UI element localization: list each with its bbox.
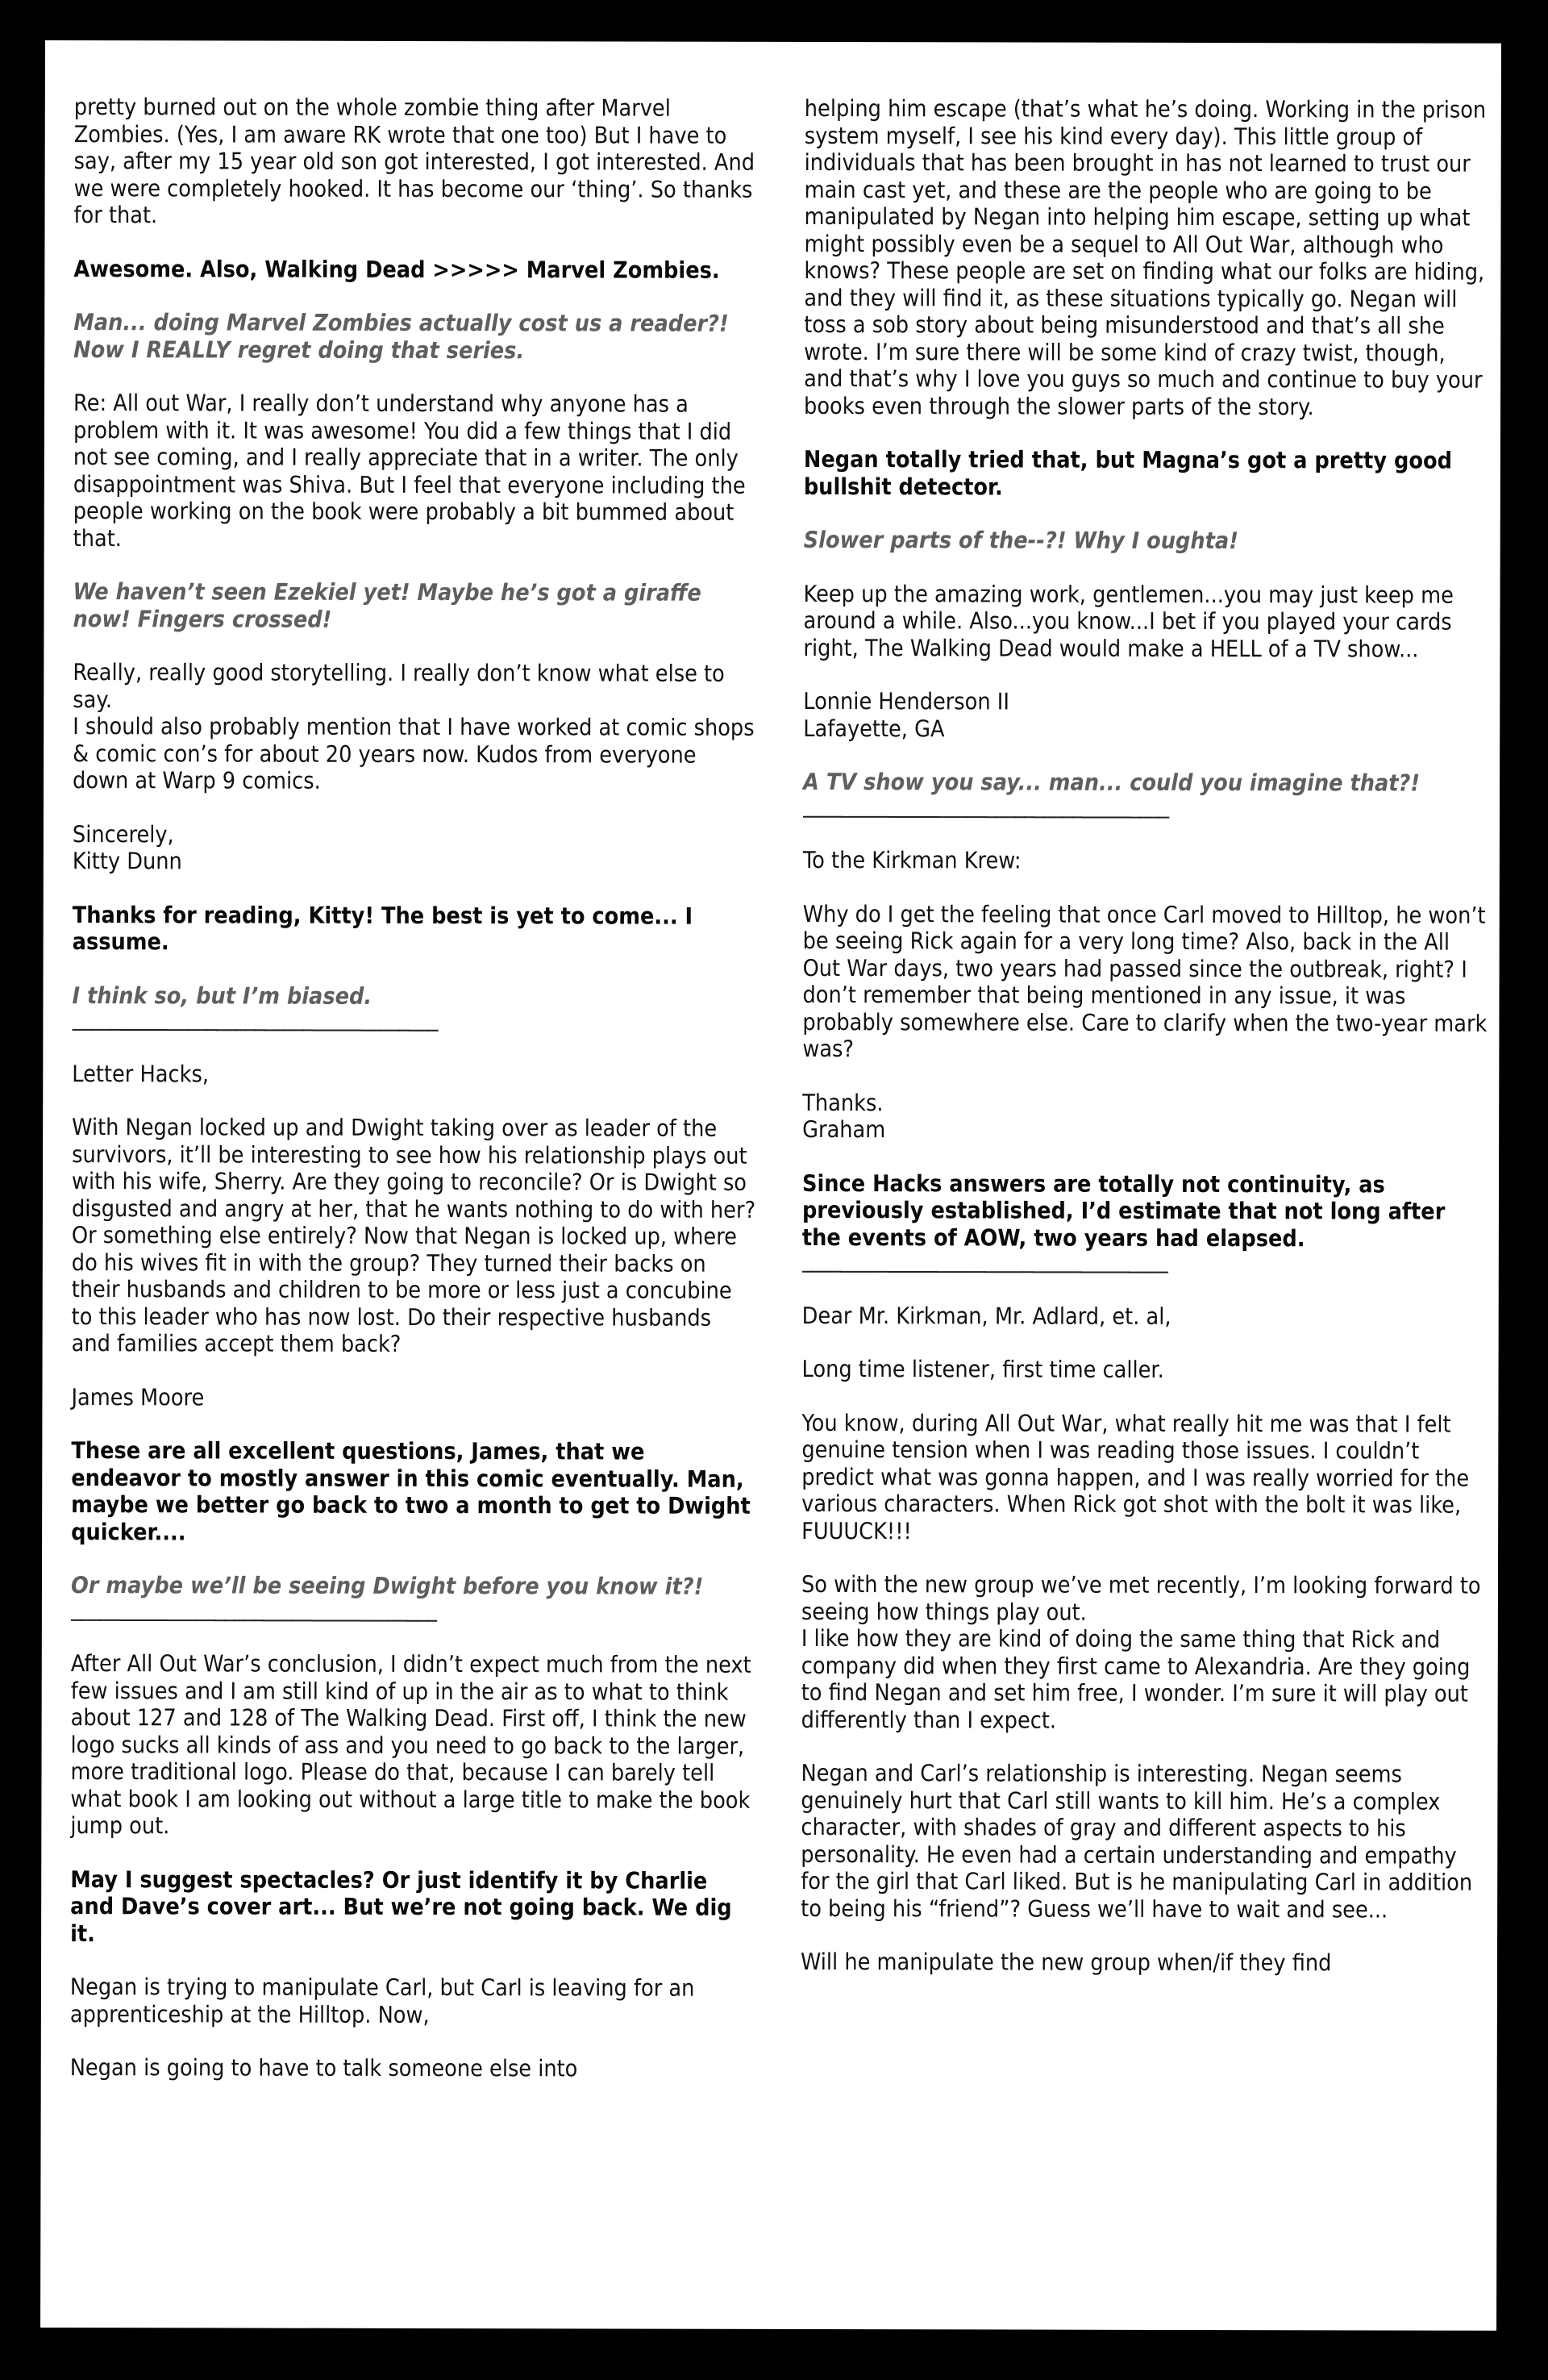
letters-page bbox=[40, 40, 1501, 2331]
letter-body: helping him escape (that’s what he’s doing. Working in the prison system myself, I see his kind every day). This little group of individuals that has been brought in has not learned to trust our main cast yet, and these are the people who are going to be manipulated by Negan into helping him escape, setting up what might possibly even be a sequel to All Out War, although who knows? These people are set on finding what our folks are hiding, and they will find it, as these situations typically go. Negan will toss a sob story about being misunderstood and that’s all she wrote. I’m sure there will be some kind of crazy twist, though, and that’s why I love you guys so much and continue to buy your books even through the slower parts of the story. bbox=[804, 94, 1487, 420]
letter-salutation: To the Kirkman Krew: bbox=[802, 846, 1022, 874]
artist-reply: A TV show you say... man... could you imagine that?! bbox=[803, 768, 1421, 797]
letter-body: Keep up the amazing work, gentlemen...you may just keep me around a while. Also...you know...I bet if you played your cards right, The Walking Dead would make a HELL of a TV show... bbox=[803, 580, 1454, 663]
letter-body: Negan is going to have to talk someone else into bbox=[69, 2054, 578, 2082]
editor-reply: These are all excellent questions, James, that we endeavor to mostly answer in this comic eventually. Man, maybe we better go back to two a month to get to Dwight quicker.... bbox=[71, 1437, 751, 1545]
editor-reply: May I suggest spectacles? Or just identify it by Charlie and Dave’s cover art... But we’re not going back. We dig it. bbox=[70, 1865, 732, 1947]
left-column bbox=[70, 94, 759, 2109]
letter-body: Negan is trying to manipulate Carl, but Carl is leaving for an apprenticeship at the Hilltop. Now, bbox=[69, 1974, 695, 2028]
artist-reply: Slower parts of the--?! Why I oughta! bbox=[803, 526, 1238, 555]
artist-reply: I think so, but I’m biased. bbox=[72, 982, 372, 1010]
letter-body: Negan and Carl’s relationship is interesting. Negan seems genuinely hurt that Carl still wants to kill him. He’s a complex character, with shades of gray and different aspects to his personality. He even had a certain understanding and empathy for the girl that Carl liked. But is he manipulating Carl in addition to being his “friend”? Guess we’ll have to wait and see... bbox=[801, 1759, 1473, 1923]
section-divider: ______________________________________ bbox=[802, 790, 1169, 819]
section-divider: ______________________________________ bbox=[801, 1245, 1168, 1273]
editor-reply: Awesome. Also, Walking Dead >>>>> Marvel Zombies. bbox=[73, 255, 720, 284]
letter-body: Will he manipulate the new group when/if they find bbox=[800, 1948, 1332, 1977]
letter-body: You know, during All Out War, what really hit me was that I felt genuine tension when I was reading those issues. I couldn’t predict what was gonna happen, and I was really worried for the various characters. When Rick got shot with the bolt it was like, FUUUCK!!! bbox=[801, 1409, 1470, 1544]
right-column bbox=[801, 95, 1490, 2003]
editor-reply: Thanks for reading, Kitty! The best is yet to come... I assume. bbox=[72, 901, 693, 956]
letter-body: With Negan locked up and Dwight taking over as leader of the survivors, it’ll be interesting to see how his relationship plays out with his wife, Sherry. Are they going to reconcile? Or is Dwight so disgusted and angry at her, that he wants nothing to do with her? Or something else entirely? Now that Negan is locked up, where do his wives fit in with the group? They turned their backs on their husbands and children to be more or less just a concubine to this leader who has now lost. Do their respective husbands and families accept them back? bbox=[71, 1114, 756, 1357]
section-divider: ______________________________________ bbox=[70, 1594, 437, 1622]
letter-signature: Thanks. Graham bbox=[802, 1089, 886, 1144]
letter-body: Re: All out War, I really don’t understand why anyone has a problem with it. It was awesome! You did a few things that I did not see coming, and I really appreciate that in a writer. The only disappointment was Shiva. But I feel that everyone including the people working on the book were probably a bit bummed about that. bbox=[73, 390, 746, 552]
letter-signature: James Moore bbox=[71, 1383, 205, 1411]
letter-body: pretty burned out on the whole zombie thing after Marvel Zombies. (Yes, I am aware RK wrote that one too) But I have to say, after my 15 year old son got interested, I got interested. And we were completely hooked. It has become our ‘thing’. So thanks for that. bbox=[73, 94, 755, 229]
letter-salutation: Letter Hacks, bbox=[72, 1060, 210, 1087]
letter-body: So with the new group we’ve met recently, I’m looking forward to seeing how things play out. I like how they are kind of doing the same thing that Rick and company did when they first came to Alexandria. Are they going to find Negan and set him free, I wonder. I’m sure it will play out differently than I expect. bbox=[801, 1570, 1481, 1734]
artist-reply: Or maybe we’ll be seeing Dwight before you know it?! bbox=[70, 1572, 704, 1600]
artist-reply: We haven’t seen Ezekiel yet! Maybe he’s got a giraffe now! Fingers crossed! bbox=[73, 578, 701, 633]
letter-body: After All Out War’s conclusion, I didn’t expect much from the next few issues and I am still kind of up in the air as to what to think about 127 and 128 of The Walking Dead. First off, I think the new logo sucks all kinds of ass and you need to go back to the larger, more traditional logo. Please do that, because I can barely tell what book I am looking out without a large title to make the book jump out. bbox=[70, 1650, 751, 1840]
letter-signature: Sincerely, Kitty Dunn bbox=[72, 820, 182, 875]
section-divider: ______________________________________ bbox=[72, 1004, 438, 1032]
editor-reply: Since Hacks answers are totally not continuity, as previously established, I’d estimate that not long after the events of AOW, two years had elapsed. bbox=[801, 1169, 1446, 1252]
letter-body: Really, really good storytelling. I really don’t know what else to say. I should also probably mention that I have worked at comic shops & comic con’s for about 20 years now. Kudos from everyone down at Warp 9 comics. bbox=[73, 659, 755, 794]
editor-reply: Negan totally tried that, but Magna’s got a pretty good bullshit detector. bbox=[803, 445, 1452, 500]
letter-body: Long time listener, first time caller. bbox=[801, 1355, 1164, 1383]
artist-reply: Man... doing Marvel Zombies actually cost us a reader?! Now I REALLY regret doing that series. bbox=[73, 309, 729, 364]
letter-signature: Lonnie Henderson II Lafayette, GA bbox=[803, 687, 1009, 742]
letter-salutation: Dear Mr. Kirkman, Mr. Adlard, et. al, bbox=[801, 1302, 1171, 1330]
letter-body: Why do I get the feeling that once Carl moved to Hilltop, he won’t be seeing Rick again for a very long time? Also, back in the All Out War days, two years had passed since the outbreak, right? I don’t remember that being mentioned in any issue, it was probably somewhere else. Care to clarify when the two-year mark was? bbox=[802, 900, 1488, 1063]
